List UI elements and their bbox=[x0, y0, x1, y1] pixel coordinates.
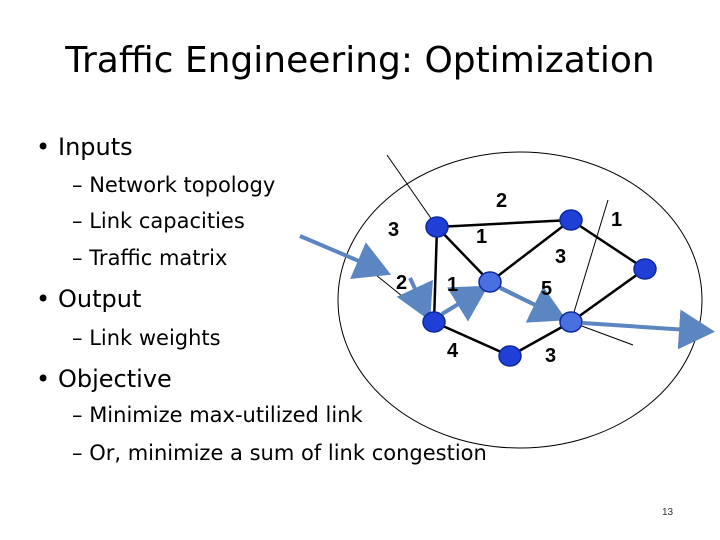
subitem-network-topology: – Network topology bbox=[72, 173, 276, 197]
weight-label-c-f: 5 bbox=[541, 278, 553, 300]
weight-label-a-b: 2 bbox=[496, 190, 508, 212]
network-boundary bbox=[338, 152, 702, 448]
weight-label-b-e: 1 bbox=[611, 209, 623, 231]
flow-arrow-ingress bbox=[300, 236, 380, 270]
router-node-f[interactable] bbox=[560, 312, 582, 332]
subitem-link-weights: – Link weights bbox=[72, 326, 221, 350]
edge-b-e bbox=[571, 220, 645, 269]
edge-e-f bbox=[571, 269, 645, 322]
edge-d-g bbox=[434, 322, 510, 356]
slide-title: Traffic Engineering: Optimization bbox=[65, 40, 655, 81]
flow-arrow-egress bbox=[583, 323, 703, 331]
router-node-b[interactable] bbox=[560, 210, 582, 230]
router-node-c[interactable] bbox=[479, 272, 501, 292]
edge-a-d bbox=[434, 227, 437, 322]
weight-label-e-f: 3 bbox=[555, 246, 567, 268]
subitem-minimize-max: – Minimize max-utilized link bbox=[72, 403, 363, 427]
weight-label-d-g: 4 bbox=[447, 340, 459, 362]
edge-a-b bbox=[437, 220, 571, 227]
weight-label-g-f: 3 bbox=[545, 345, 557, 367]
bullet-label: Objective bbox=[58, 365, 172, 393]
bullet-marker: • bbox=[36, 365, 51, 393]
page-number: 13 bbox=[662, 507, 674, 518]
bullet-marker: • bbox=[36, 285, 51, 313]
subitem-traffic-matrix: – Traffic matrix bbox=[72, 246, 228, 270]
router-node-a[interactable] bbox=[426, 217, 448, 237]
router-node-e[interactable] bbox=[634, 259, 656, 279]
subitem-link-capacities: – Link capacities bbox=[72, 209, 245, 233]
weight-label-a-c: 1 bbox=[447, 274, 459, 296]
weight-label-a-ext: 3 bbox=[388, 219, 400, 241]
external-link bbox=[387, 155, 437, 227]
router-node-d[interactable] bbox=[423, 312, 445, 332]
topology-edges bbox=[434, 220, 645, 356]
router-node-g[interactable] bbox=[499, 346, 521, 366]
subitem-minimize-sum: – Or, minimize a sum of link congestion bbox=[72, 441, 487, 465]
bullet-label: Inputs bbox=[58, 133, 133, 161]
weight-label-a-d: 2 bbox=[396, 272, 408, 294]
bullet-label: Output bbox=[58, 285, 142, 313]
flow-arrow-d bbox=[410, 278, 425, 310]
weight-label-b-c: 1 bbox=[476, 226, 488, 248]
bullet-marker: • bbox=[36, 133, 51, 161]
